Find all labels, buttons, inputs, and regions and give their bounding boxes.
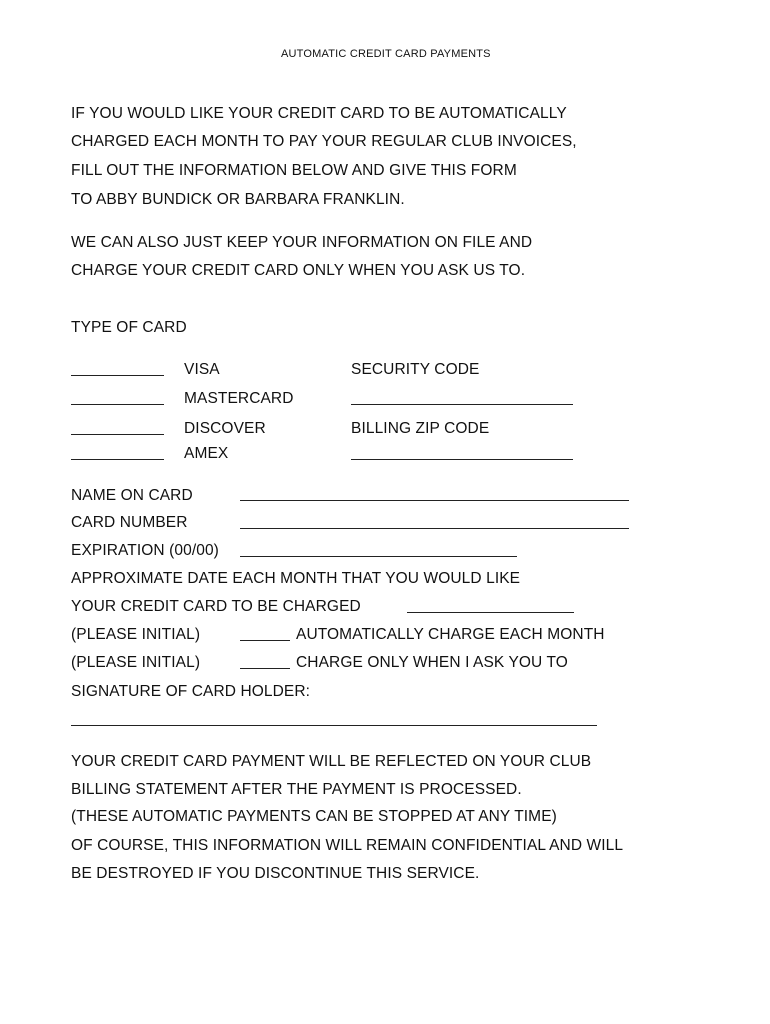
mastercard-blank[interactable] (71, 404, 164, 405)
card-number-label: CARD NUMBER (71, 514, 188, 531)
signature-field[interactable] (71, 725, 597, 726)
amex-label: AMEX (184, 445, 229, 462)
signature-label: SIGNATURE OF CARD HOLDER: (71, 683, 311, 700)
intro-line: FILL OUT THE INFORMATION BELOW AND GIVE THIS FORM (71, 162, 517, 179)
initial-label: (PLEASE INITIAL) (71, 626, 201, 643)
discover-label: DISCOVER (184, 420, 266, 437)
alternative-line: CHARGE YOUR CREDIT CARD ONLY WHEN YOU ASK US TO. (71, 262, 526, 279)
visa-label: VISA (184, 361, 220, 378)
auto-charge-option: AUTOMATICALLY CHARGE EACH MONTH (296, 626, 605, 643)
expiration-label: EXPIRATION (00/00) (71, 542, 219, 559)
discover-blank[interactable] (71, 434, 164, 435)
initial-label: (PLEASE INITIAL) (71, 654, 201, 671)
page-title: AUTOMATIC CREDIT CARD PAYMENTS (281, 48, 491, 60)
amex-blank[interactable] (71, 459, 164, 460)
footer-line: (THESE AUTOMATIC PAYMENTS CAN BE STOPPED AT ANY TIME) (71, 808, 557, 825)
billing-zip-label: BILLING ZIP CODE (351, 420, 490, 437)
card-type-heading: TYPE OF CARD (71, 319, 187, 336)
charge-date-line: YOUR CREDIT CARD TO BE CHARGED (71, 598, 361, 615)
charge-date-field[interactable] (407, 612, 574, 613)
security-code-field[interactable] (351, 404, 573, 405)
expiration-field[interactable] (240, 556, 517, 557)
name-on-card-field[interactable] (240, 500, 629, 501)
footer-line: BILLING STATEMENT AFTER THE PAYMENT IS PROCESSED. (71, 781, 522, 798)
alternative-line: WE CAN ALSO JUST KEEP YOUR INFORMATION ON FILE AND (71, 234, 533, 251)
billing-zip-field[interactable] (351, 459, 573, 460)
intro-line: TO ABBY BUNDICK OR BARBARA FRANKLIN. (71, 191, 405, 208)
security-code-label: SECURITY CODE (351, 361, 480, 378)
intro-line: IF YOU WOULD LIKE YOUR CREDIT CARD TO BE AUTOMATICALLY (71, 105, 567, 122)
footer-line: YOUR CREDIT CARD PAYMENT WILL BE REFLECTED ON YOUR CLUB (71, 753, 592, 770)
intro-line: CHARGED EACH MONTH TO PAY YOUR REGULAR CLUB INVOICES, (71, 133, 577, 150)
visa-blank[interactable] (71, 375, 164, 376)
charge-date-line: APPROXIMATE DATE EACH MONTH THAT YOU WOULD LIKE (71, 570, 521, 587)
initial-on-request-field[interactable] (240, 668, 290, 669)
charge-on-request-option: CHARGE ONLY WHEN I ASK YOU TO (296, 654, 568, 671)
footer-line: OF COURSE, THIS INFORMATION WILL REMAIN CONFIDENTIAL AND WILL (71, 837, 624, 854)
card-number-field[interactable] (240, 528, 629, 529)
footer-line: BE DESTROYED IF YOU DISCONTINUE THIS SERVICE. (71, 865, 480, 882)
initial-auto-field[interactable] (240, 640, 290, 641)
mastercard-label: MASTERCARD (184, 390, 294, 407)
name-on-card-label: NAME ON CARD (71, 487, 193, 504)
